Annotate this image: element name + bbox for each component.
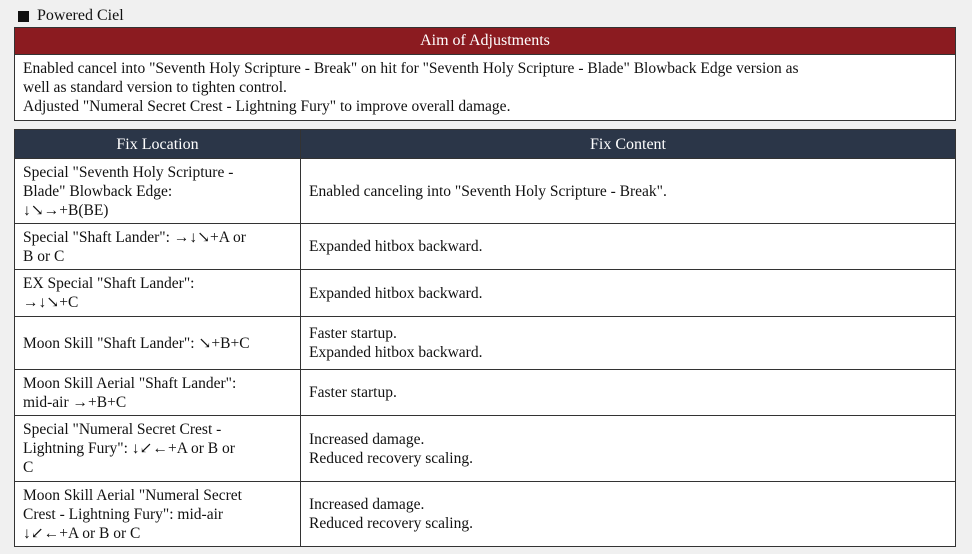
fix-location-cell: [15, 270, 301, 317]
fix-location-cell: [15, 370, 301, 416]
fix-content-cell: [301, 416, 956, 482]
location-line: Special "Shaft Lander": →↓↘+A or: [23, 228, 246, 246]
aim-header: Aim of Adjustments: [15, 28, 955, 55]
table-row: [15, 317, 956, 370]
content-line: Expanded hitbox backward.: [309, 284, 483, 302]
table-row: [15, 482, 956, 547]
table-row: [15, 416, 956, 482]
location-line: mid-air →+B+C: [23, 393, 127, 411]
fix-content-cell: [301, 317, 956, 370]
fix-content-cell: [301, 270, 956, 317]
fix-table: [14, 129, 956, 547]
location-line: Crest - Lightning Fury": mid-air: [23, 505, 224, 523]
table-row: [15, 224, 956, 270]
table-row: [15, 270, 956, 317]
aim-line: well as standard version to tighten control.: [23, 79, 287, 96]
table-row: [15, 370, 956, 416]
content-line: Faster startup.: [309, 325, 397, 342]
location-line: EX Special "Shaft Lander":: [23, 275, 195, 292]
fix-content-cell: [301, 370, 956, 416]
content-line: Enabled canceling into "Seventh Holy Scripture - Break".: [309, 182, 667, 200]
location-line: Special "Seventh Holy Scripture -: [23, 163, 234, 181]
header-fix-content: Fix Content: [301, 130, 956, 159]
location-line: →↓↘+C: [23, 294, 79, 311]
fix-location-cell: [15, 224, 301, 270]
fix-content-cell: [301, 224, 956, 270]
content-line: Expanded hitbox backward.: [309, 344, 483, 361]
fix-content-cell: [301, 482, 956, 547]
location-line: ↓↘→+B(BE): [23, 201, 109, 219]
table-row: [15, 159, 956, 224]
aim-of-adjustments-box: [14, 27, 956, 121]
content-line: Increased damage.: [309, 496, 425, 513]
location-line: ↓↙←+A or B or C: [23, 524, 141, 542]
fix-location-cell: [15, 482, 301, 547]
location-line: Moon Skill Aerial "Shaft Lander":: [23, 374, 237, 392]
header-fix-location: Fix Location: [15, 130, 301, 159]
location-line: Moon Skill Aerial "Numeral Secret: [23, 486, 242, 504]
fix-content-cell: [301, 159, 956, 224]
location-line: Blade" Blowback Edge:: [23, 182, 173, 200]
fix-location-cell: [15, 159, 301, 224]
content-line: Reduced recovery scaling.: [309, 449, 473, 467]
location-line: Lightning Fury": ↓↙←+A or B or: [23, 440, 235, 457]
content-line: Expanded hitbox backward.: [309, 238, 483, 255]
fix-location-cell: [15, 416, 301, 482]
aim-line: Adjusted "Numeral Secret Crest - Lightning Fury" to improve overall damage.: [23, 98, 511, 115]
location-line: B or C: [23, 247, 65, 265]
content-line: Faster startup.: [309, 384, 397, 401]
aim-line: Enabled cancel into "Seventh Holy Scripture - Break" on hit for "Seventh Holy Scripture - Blade" Blowback Edge version as: [23, 60, 799, 77]
fix-location-cell: [15, 317, 301, 370]
aim-body: [15, 55, 955, 120]
location-line: Special "Numeral Secret Crest -: [23, 421, 222, 438]
section-title: [18, 6, 124, 26]
location-line: Moon Skill "Shaft Lander": ↘+B+C: [23, 334, 250, 352]
content-line: Increased damage.: [309, 430, 425, 448]
location-line: C: [23, 459, 34, 476]
square-bullet-icon: [18, 11, 29, 22]
table-header-row: [15, 130, 956, 159]
section-title-text: Powered Ciel: [37, 7, 124, 24]
content-line: Reduced recovery scaling.: [309, 515, 473, 532]
